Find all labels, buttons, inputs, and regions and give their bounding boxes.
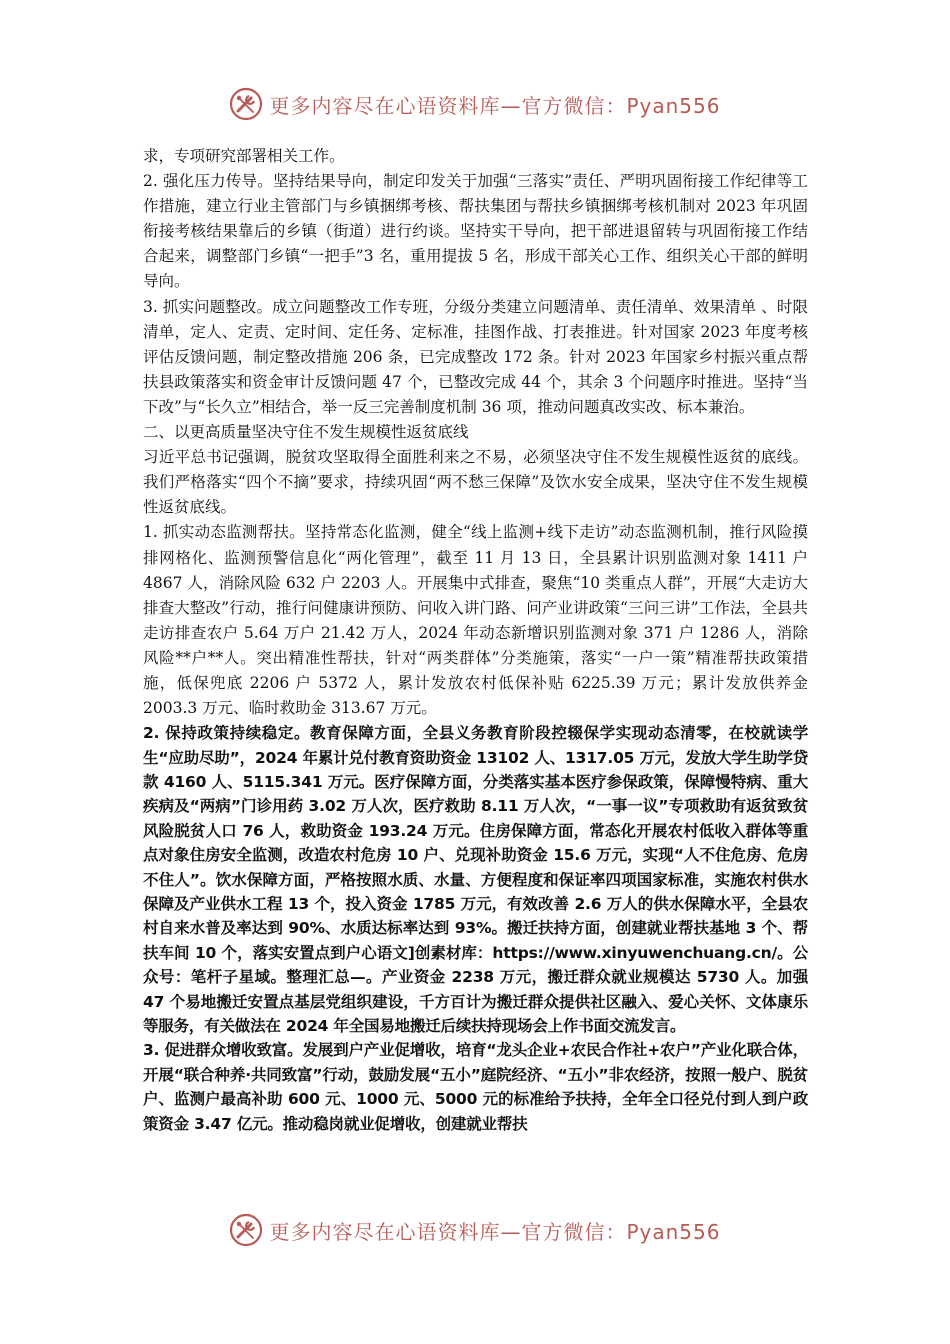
paragraph-continuation: 求，专项研究部署相关工作。 — [143, 147, 345, 165]
paragraph-problem-rectification: 3. 抓实问题整改。成立问题整改工作专班，分级分类建立问题清单、责任清单、效果清单 、时限清单，定人、定责、定时间、定任务、定标准，挂图作战、打表推进。针对国家 2023 年度考核评估反馈问题，制定整改措施 206 条，已完成整改 172 条。针对 2023 年国家乡村振兴重点帮扶县政策落实和资金审计反馈问题 47 个，已整改完成 44 个，其余 3 个问题序时推进。坚持“当下改”与“长久立”相结合，举一反三完善制度机制 36 项，推动问题真改实改、标本兼治。 — [143, 297, 808, 416]
paragraph-income-growth: 3. 促进群众增收致富。发展到户产业促增收，培育“龙头企业+农民合作社+农户”产业化联合体，开展“联合种养·共同致富”行动，鼓励发展“五小”庭院经济、“五小”非农经济，按照一般户、脱贫户、监测户最高补助 600 元、1000 元、5000 元的标准给予扶持，全年全口径兑付到人到户政策资金 3.47 亿元。推动稳岗就业促增收，创建就业帮扶 — [143, 1041, 808, 1133]
tools-logo-icon — [229, 1213, 263, 1247]
paragraph-policy-stability: 2. 保持政策持续稳定。教育保障方面，全县义务教育阶段控辍保学实现动态清零，在校就读学生“应助尽助”，2024 年累计兑付教育资助资金 13102 人、1317.05 万元，发放大学生助学贷款 4160 人、5115.341 万元。医疗保障方面，分类落实基本医疗参保政策，保障慢特病、重大疾病及“两病”门诊用药 3.02 万人次，医疗救助 8.11 万人次，“一事一议”专项救助有返贫致贫风险脱贫人口 76 人，救助资金 193.24 万元。住房保障方面，常态化开展农村低收入群体等重点对象住房安全监测，改造农村危房 10 户、兑现补助资金 15.6 万元，实现“人不住危房、危房不住人”。饮水保障方面，严格按照水质、水量、方便程度和保证率四项国家标准，实施农村供水保障及产业供水工程 13 个，投入资金 1785 万元，有效改善 2.6 万人的供水保障水平，全县农村自来水普及率达到 90%、水质达标率达到 93%。搬迁扶持方面，创建就业帮扶基地 3 个、帮扶车间 10 个，落实安置点到户心语文]创素材库：https://www.xinyuwenchuang.cn/。公众号：笔杆子星域。整理汇总—。产业资金 2238 万元，搬迁群众就业规模达 5730 人。加强 47 个易地搬迁安置点基层党组织建设，千方百计为搬迁群众提供社区融入、爱心关怀、文体康乐等服务，有关做法在 2024 年全国易地搬迁后续扶持现场会上作书面交流发言。 — [143, 724, 808, 1036]
header-banner-text: 更多内容尽在心语资料库—官方微信：Pyan556 — [269, 93, 721, 118]
paragraph-section-intro: 习近平总书记强调，脱贫攻坚取得全面胜利来之不易，必须坚决守住不发生规模性返贫的底线。我们严格落实“四个不摘”要求，持续巩固“两不愁三保障”及饮水安全成果，坚决守住不发生规模性返贫底线。 — [143, 448, 808, 517]
paragraph-strengthen-pressure: 2. 强化压力传导。坚持结果导向，制定印发关于加强“三落实”责任、严明巩固衔接工作纪律等工作措施，建立行业主管部门与乡镇捆绑考核、帮扶集团与帮扶乡镇捆绑考核机制对 2023 年巩固衔接考核结果靠后的乡镇（街道）进行约谈。坚持实干导向，把干部进退留转与巩固衔接工作结合起来，调整部门乡镇“一把手”3 名，重用提拔 5 名，形成干部关心工作、组织关心干部的鲜明导向。 — [143, 172, 808, 291]
tools-logo-icon — [229, 87, 263, 121]
footer-banner-text: 更多内容尽在心语资料库—官方微信：Pyan556 — [269, 1219, 721, 1244]
footer-banner — [0, 1208, 950, 1252]
section-heading-two: 二、以更高质量坚决守住不发生规模性返贫底线 — [143, 423, 469, 442]
document-body — [143, 144, 808, 1136]
header-banner — [0, 82, 950, 126]
paragraph-dynamic-monitoring: 1. 抓实动态监测帮扶。坚持常态化监测，健全“线上监测+线下走访”动态监测机制，推行风险摸排网格化、监测预警信息化“两化管理”，截至 11 月 13 日，全县累计识别监测对象 1411 户 4867 人，消除风险 632 户 2203 人。开展集中式排查，聚焦“10 类重点人群”，开展“大走访大排查大整改”行动，推行问健康讲预防、问收入讲门路、问产业讲政策“三问三讲”工作法，全县共走访排查农户 5.64 万户 21.42 万人，2024 年动态新增识别监测对象 371 户 1286 人，消除风险**户**人。突出精准性帮扶，针对“两类群体”分类施策，落实“一户一策”精准帮扶政策措施，低保兜底 2206 户 5372 人，累计发放农村低保补贴 6225.39 万元；累计发放供养金 2003.3 万元、临时救助金 313.67 万元。 — [143, 523, 808, 718]
